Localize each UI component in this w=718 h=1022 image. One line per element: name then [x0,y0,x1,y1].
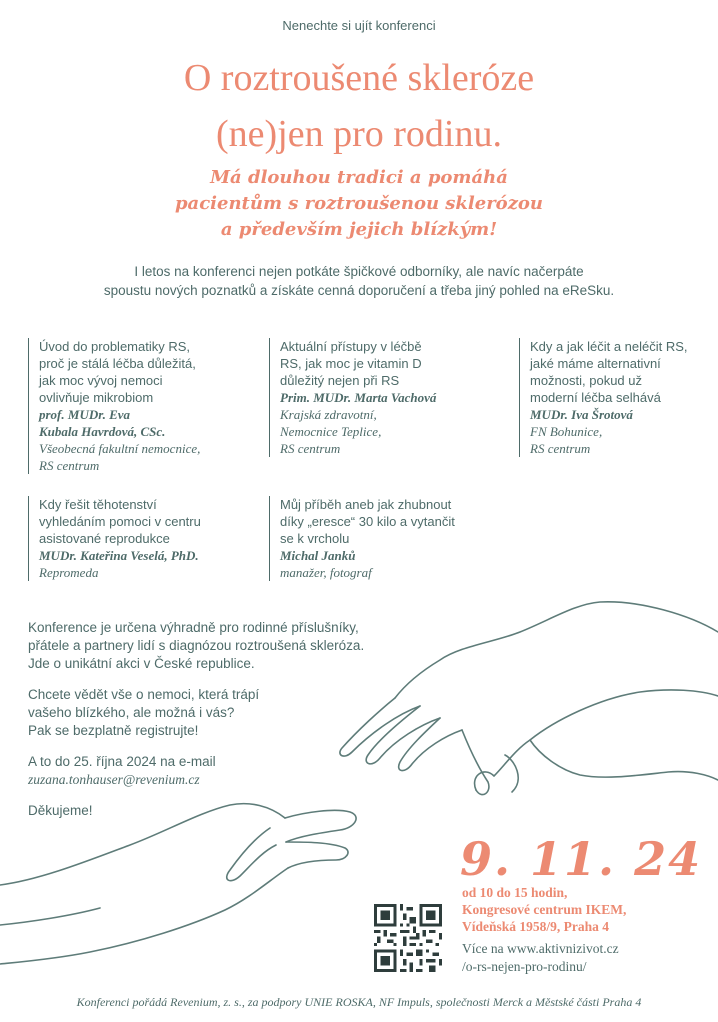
event-venue-name: Kongresové centrum IKEM, [462,902,627,917]
talk-speaker: MUDr. Iva Šrotová [530,407,633,422]
talk-speaker: Kubala Havrdová, CSc. [39,424,166,439]
talk-topic-line: díky „eresce“ 30 kilo a vytančit [280,514,455,529]
paragraph-line: Pak se bezplatně registrujte! [28,723,199,738]
subtitle [60,165,658,243]
talk-affiliation: RS centrum [280,441,341,456]
talk-topic-line: Kdy řešit těhotenství [39,497,157,512]
subtitle-line-3: a především jejich blízkým! [220,219,498,240]
event-time: od 10 do 15 hodin, [462,885,568,900]
deadline-line: A to do 25. října 2024 na e-mail [28,754,216,769]
talk-topic-line: RS, jak moc je vitamin D [280,356,422,371]
paragraph-line: Konference je určena výhradně pro rodinné příslušníky, [28,620,359,635]
register-paragraph [28,686,418,740]
talk-speaker: MUDr. Kateřina Veselá, PhD. [39,548,199,563]
qr-code-icon[interactable] [374,904,442,972]
thanks-text: Děkujeme! [28,803,93,818]
talk-speaker: Michal Janků [280,548,356,563]
subtitle-line-2: pacientům s roztroušenou sklerózou [174,193,544,214]
kicker: Nenechte si ujít konferenci [282,18,436,33]
talk-affiliation: Krajská zdravotní, [280,407,377,422]
event-address: Vídeňská 1958/9, Praha 4 [462,919,610,934]
talk-card [28,496,254,581]
talk-topic-line: proč je stálá léčba důležitá, [39,356,196,371]
talk-topic-line: se k vrcholu [280,531,350,546]
intro-line-1: I letos na konferenci nejen potkáte špičkové odborníky, ale navíc načerpáte [134,264,584,279]
talk-card [269,338,500,457]
talk-topic-line: důležitý nejen při RS [280,373,400,388]
talk-topic-line: Můj příběh aneb jak zhubnout [280,497,452,512]
title-line-2: (ne)jen pro rodinu. [216,113,502,155]
email-link[interactable]: zuzana.tonhauser@revenium.cz [28,772,200,787]
talk-topic-line: Aktuální přístupy v léčbě [280,339,422,354]
talk-topic-line: vyhledáním pomoci v centru [39,514,201,529]
talk-affiliation: RS centrum [39,458,100,473]
website-line-2[interactable]: /o-rs-nejen-pro-rodinu/ [462,959,587,974]
talk-affiliation: Všeobecná fakultní nemocnice, [39,441,201,456]
paragraph-line: Jde o unikátní akci v České republice. [28,656,255,671]
intro-line-2: spoustu nových poznatků a získáte cenná doporučení a třeba jiný pohled na eReSku. [103,283,615,298]
talk-card [519,338,715,457]
audience-paragraph [28,619,418,673]
intro-text [60,262,658,300]
deadline-paragraph [28,753,418,789]
website-line-1[interactable]: Více na www.aktivnizivot.cz [462,941,619,956]
paragraph-line: vašeho blízkého, ale možná i vás? [28,705,235,720]
talk-affiliation: manažer, fotograf [280,565,372,580]
paragraph-line: přátele a partnery lidí s diagnózou roztroušená skleróza. [28,638,365,653]
talk-topic-line: Úvod do problematiky RS, [39,339,191,354]
talk-topic-line: možnosti, pokud už [530,373,643,388]
event-venue [462,884,626,935]
talk-affiliation: Repromeda [39,565,99,580]
talk-speaker: prof. MUDr. Eva [39,407,131,422]
talk-affiliation: FN Bohunice, [530,424,603,439]
talk-topic-line: Kdy a jak léčit a neléčit RS, [530,339,688,354]
event-date: 9. 11. 24 [460,832,703,886]
talk-topic-line: jak moc vývoj nemoci [39,373,163,388]
talk-card [269,496,500,581]
title-line-1: O roztroušené skleróze [183,57,535,99]
talk-card [28,338,254,474]
subtitle-line-1: Má dlouhou tradici a pomáhá [210,167,508,188]
talk-topic-line: moderní léčba selhává [530,390,661,405]
talk-topic-line: asistované reprodukce [39,531,170,546]
talk-speaker: Prim. MUDr. Marta Vachová [280,390,437,405]
talk-affiliation: Nemocnice Teplice, [280,424,382,439]
page-title [0,50,718,162]
event-website[interactable] [462,940,619,976]
footer-organizers: Konferenci pořádá Revenium, z. s., za podpory UNIE ROSKA, NF Impuls, společnosti Merck a Městské části Praha 4 [76,995,642,1009]
talk-topic-line: ovlivňuje mikrobiom [39,390,154,405]
talk-topic-line: jaké máme alternativní [530,356,661,371]
talk-affiliation: RS centrum [530,441,591,456]
paragraph-line: Chcete vědět vše o nemoci, která trápí [28,687,260,702]
